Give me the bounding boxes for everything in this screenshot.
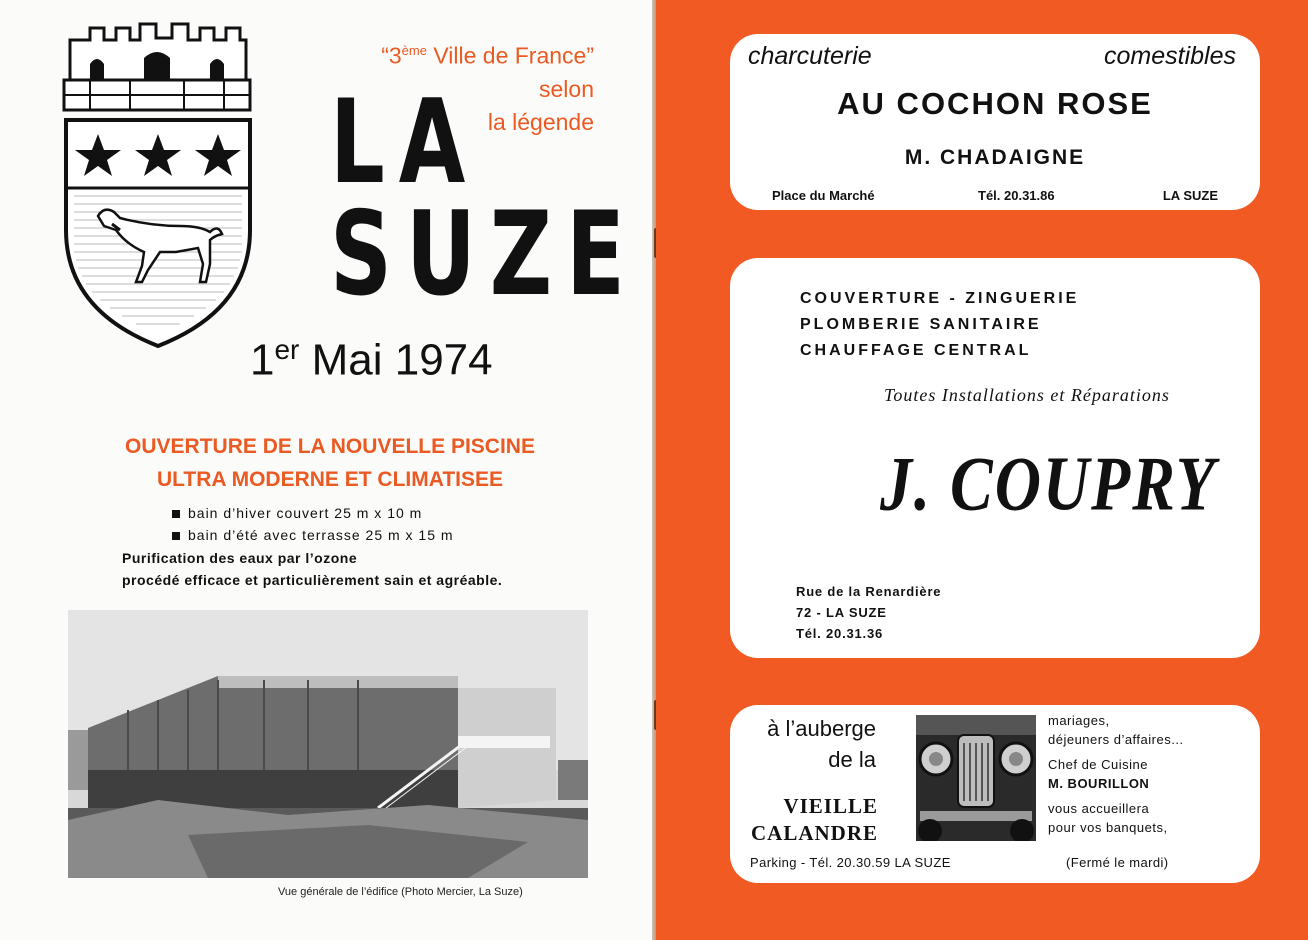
business-address bbox=[796, 581, 941, 644]
details-line: déjeuners d’affaires... bbox=[1048, 732, 1184, 747]
date-sup: er bbox=[274, 334, 300, 365]
service-line: PLOMBERIE SANITAIRE bbox=[800, 316, 1042, 333]
list-item bbox=[172, 524, 454, 546]
tagline: Toutes Installations et Réparations bbox=[884, 385, 1170, 405]
photo-caption: Vue générale de l’édifice (Photo Mercier, La Suze) bbox=[278, 886, 523, 898]
business-name: J. COUPRY bbox=[880, 441, 1217, 527]
ad-vieille-calandre bbox=[730, 705, 1260, 883]
shop-name: AU COCHON ROSE bbox=[837, 86, 1153, 121]
title-la: LA bbox=[330, 75, 480, 211]
bullet-text: bain d’été avec terrasse 25 m x 15 m bbox=[188, 527, 454, 543]
address-line: Tél. 20.31.36 bbox=[796, 626, 884, 641]
pool-building-photo bbox=[68, 610, 588, 878]
slogan-line3: la légende bbox=[487, 108, 594, 135]
title-suze: SUZE bbox=[330, 187, 639, 323]
ozone-paragraph bbox=[122, 547, 502, 591]
bullet-icon bbox=[172, 510, 180, 518]
chef-name: M. BOURILLON bbox=[1048, 776, 1150, 791]
services-list bbox=[800, 286, 1079, 364]
slogan-pre: “3 bbox=[381, 42, 402, 69]
shop-owner: M. CHADAIGNE bbox=[904, 146, 1086, 169]
para-line1: Purification des eaux par l’ozone bbox=[122, 550, 358, 566]
event-date bbox=[250, 334, 493, 386]
address-line: 72 - LA SUZE bbox=[796, 605, 887, 620]
restaurant-name bbox=[751, 793, 878, 847]
headline-line2: ULTRA MODERNE ET CLIMATISEE bbox=[156, 468, 504, 491]
date-pre: 1 bbox=[250, 335, 275, 385]
date-post: Mai 1974 bbox=[299, 335, 493, 385]
details-line: pour vos banquets, bbox=[1048, 820, 1168, 835]
bullet-text: bain d’hiver couvert 25 m x 10 m bbox=[188, 505, 423, 521]
details-line: Chef de Cuisine bbox=[1048, 757, 1148, 772]
restaurant-name-line2: CALANDRE bbox=[750, 821, 878, 845]
ad-category-right: comestibles bbox=[1104, 42, 1236, 70]
auberge-intro bbox=[767, 713, 876, 775]
headline bbox=[60, 430, 600, 496]
headline-line1: OUVERTURE DE LA NOUVELLE PISCINE bbox=[125, 435, 535, 458]
parking-phone: Parking - Tél. 20.30.59 LA SUZE bbox=[750, 855, 951, 870]
bullet-icon bbox=[172, 532, 180, 540]
restaurant-details bbox=[1048, 711, 1184, 837]
auberge-line2: de la bbox=[828, 747, 876, 772]
details-line: vous accueillera bbox=[1048, 801, 1150, 816]
address-line: Rue de la Renardière bbox=[796, 584, 942, 599]
list-item bbox=[172, 502, 454, 524]
right-page bbox=[656, 0, 1308, 940]
auberge-line1: à l’auberge bbox=[767, 716, 876, 741]
ad-cochon-rose bbox=[730, 34, 1260, 210]
ad-category-left: charcuterie bbox=[748, 42, 872, 70]
vintage-car-icon bbox=[916, 715, 1036, 841]
restaurant-name-line1: VIEILLE bbox=[783, 794, 878, 818]
details-line: mariages, bbox=[1048, 713, 1110, 728]
coat-of-arms-icon bbox=[60, 20, 255, 350]
bullet-list bbox=[172, 502, 454, 546]
shop-place: Place du Marché bbox=[772, 188, 875, 203]
slogan-post: Ville de France” bbox=[426, 42, 594, 69]
service-line: CHAUFFAGE CENTRAL bbox=[800, 342, 1032, 359]
slogan-line2: selon bbox=[539, 75, 594, 102]
slogan-sup: ème bbox=[401, 43, 427, 58]
ad-coupry bbox=[730, 258, 1260, 658]
shop-town: LA SUZE bbox=[1162, 188, 1218, 203]
shop-phone: Tél. 20.31.86 bbox=[978, 188, 1055, 203]
closed-day: (Fermé le mardi) bbox=[1066, 855, 1169, 870]
para-line2: procédé efficace et particulièrement sain et agréable. bbox=[122, 572, 503, 588]
service-line: COUVERTURE - ZINGUERIE bbox=[800, 290, 1080, 307]
